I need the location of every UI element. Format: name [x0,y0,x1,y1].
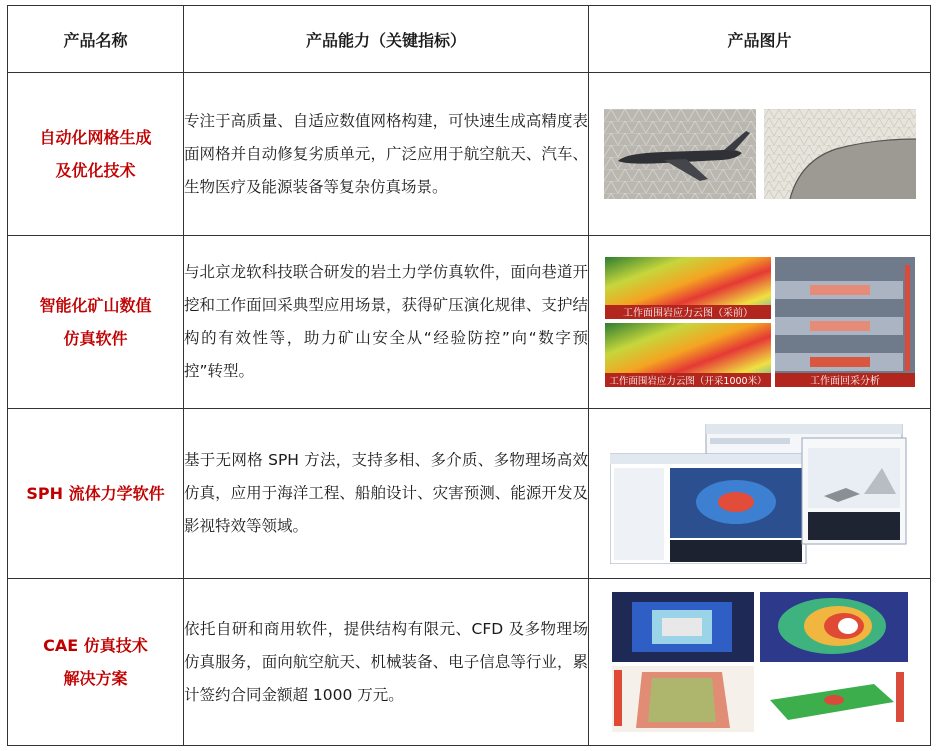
mine-caption-analysis: 工作面回采分析 [809,376,880,387]
product-description: 基于无网格 SPH 方法，支持多相、多介质、多物理场高效仿真，应用于海洋工程、船舶设计、灾害预测、能源开发及影视特效等领域。 [184,409,589,579]
product-name-line: 智能化矿山数值 [39,296,152,315]
header-product-capability: 产品能力（关键指标） [184,6,589,73]
product-name-line: CAE 仿真技术 [43,636,148,655]
product-image-cell [589,73,931,236]
header-product-name: 产品名称 [8,6,184,73]
product-name-line: 仿真软件 [63,329,128,348]
product-name-line: SPH 流体力学软件 [26,484,165,503]
sph-software-screenshot [610,424,910,564]
product-name-cell [8,236,184,409]
product-name-line: 自动化网格生成 [39,128,152,147]
product-name-cell [8,73,184,236]
airplane-mesh-image [604,109,916,199]
table-row [8,579,931,746]
table-row [8,73,931,236]
table-row [8,236,931,409]
product-image-cell [589,409,931,579]
product-image-cell [589,579,931,746]
mine-caption-after: 工作面围岩应力云图（开采1000米） [608,376,767,387]
cae-simulation-collage [612,592,908,732]
product-name-cell [8,409,184,579]
product-name-cell [8,579,184,746]
product-description: 依托自研和商用软件，提供结构有限元、CFD 及多物理场仿真服务，面向航空航天、机械装备、电子信息等行业，累计签约合同金额超 1000 万元。 [184,579,589,746]
product-name-line: 及优化技术 [55,161,136,180]
header-row [8,6,931,73]
header-product-image: 产品图片 [589,6,931,73]
product-name-line: 解决方案 [63,669,128,688]
mine-caption-before: 工作面围岩应力云图（采前） [622,308,753,319]
table-row [8,409,931,579]
product-description: 专注于高质量、自适应数值网格构建，可快速生成高精度表面网格并自动修复劣质单元，广泛应用于航空航天、汽车、生物医疗及能源装备等复杂仿真场景。 [184,73,589,236]
mine-stress-image [605,257,915,387]
product-table [7,5,931,746]
product-description: 与北京龙软科技联合研发的岩土力学仿真软件，面向巷道开挖和工作面回采典型应用场景，获得矿压演化规律、支护结构的有效性等，助力矿山安全从“经验防控”向“数字预控”转型。 [184,236,589,409]
product-image-cell [589,236,931,409]
